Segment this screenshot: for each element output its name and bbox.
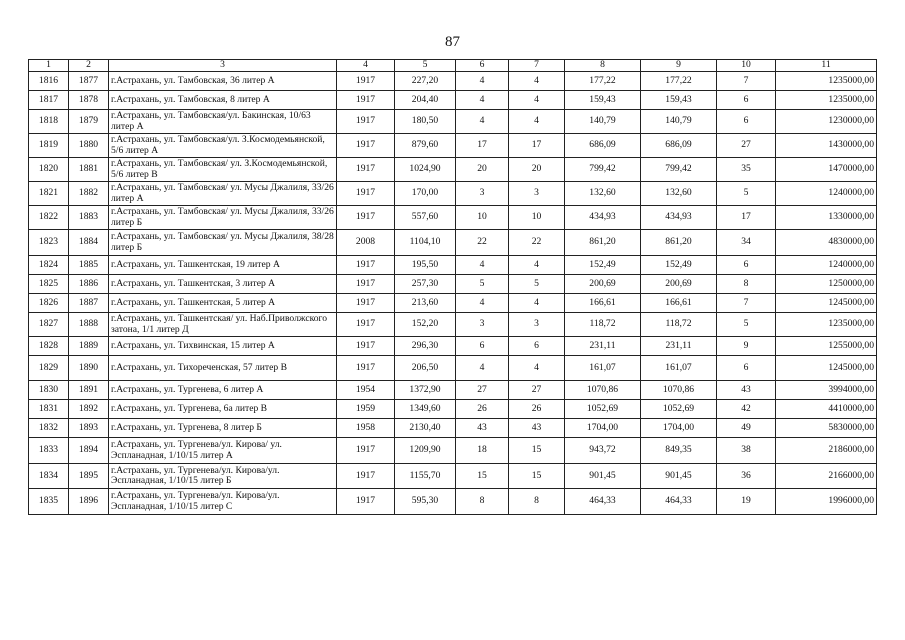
living-area-secondary-cell: 118,72 [641, 313, 717, 337]
register-number-cell: 1823 [29, 230, 69, 256]
column-header: 7 [509, 60, 565, 72]
object-number-cell: 1894 [69, 438, 109, 464]
register-number-cell: 1832 [29, 419, 69, 438]
living-area-secondary-cell: 177,22 [641, 72, 717, 91]
table-row [29, 91, 877, 110]
object-number-cell: 1886 [69, 275, 109, 294]
cost-cell: 1235000,00 [776, 313, 877, 337]
address-cell: г.Астрахань, ул. Тургенева/ул. Кирова/ул. Эспланадная, 1/10/15 литер С [109, 489, 337, 515]
year-built-cell: 1917 [337, 110, 395, 134]
total-area-cell: 180,50 [395, 110, 456, 134]
register-number-cell: 1831 [29, 400, 69, 419]
living-area-cell: 159,43 [565, 91, 641, 110]
apartments-privatized-cell: 20 [509, 158, 565, 182]
address-cell: г.Астрахань, ул. Ташкентская, 3 литер А [109, 275, 337, 294]
total-area-cell: 557,60 [395, 206, 456, 230]
living-area-cell: 464,33 [565, 489, 641, 515]
cost-cell: 1230000,00 [776, 110, 877, 134]
address-cell: г.Астрахань, ул. Тамбовская/ ул. Мусы Джалиля, 38/28 литер Б [109, 230, 337, 256]
living-area-secondary-cell: 901,45 [641, 464, 717, 489]
year-built-cell: 1917 [337, 182, 395, 206]
living-area-secondary-cell: 849,35 [641, 438, 717, 464]
register-number-cell: 1833 [29, 438, 69, 464]
year-built-cell: 1917 [337, 134, 395, 158]
living-area-cell: 166,61 [565, 294, 641, 313]
register-number-cell: 1830 [29, 381, 69, 400]
apartments-privatized-cell: 6 [509, 337, 565, 356]
column-header: 8 [565, 60, 641, 72]
column-header: 1 [29, 60, 69, 72]
table-row [29, 158, 877, 182]
year-built-cell: 1917 [337, 489, 395, 515]
address-cell: г.Астрахань, ул. Тамбовская/ ул. З.Космодемьянской, 5/6 литер В [109, 158, 337, 182]
living-area-cell: 161,07 [565, 356, 641, 381]
living-area-secondary-cell: 861,20 [641, 230, 717, 256]
apartments-privatized-cell: 15 [509, 464, 565, 489]
register-number-cell: 1824 [29, 256, 69, 275]
register-number-cell: 1819 [29, 134, 69, 158]
total-area-cell: 296,30 [395, 337, 456, 356]
address-cell: г.Астрахань, ул. Тургенева, 6а литер В [109, 400, 337, 419]
cost-cell: 1235000,00 [776, 91, 877, 110]
column-number-row [29, 60, 877, 72]
cost-cell: 1255000,00 [776, 337, 877, 356]
cost-cell: 1240000,00 [776, 182, 877, 206]
address-cell: г.Астрахань, ул. Тургенева, 8 литер Б [109, 419, 337, 438]
year-built-cell: 1917 [337, 158, 395, 182]
total-area-cell: 227,20 [395, 72, 456, 91]
total-area-cell: 1209,90 [395, 438, 456, 464]
table-row [29, 419, 877, 438]
register-number-cell: 1821 [29, 182, 69, 206]
total-area-cell: 213,60 [395, 294, 456, 313]
year-built-cell: 2008 [337, 230, 395, 256]
address-cell: г.Астрахань, ул. Тургенева/ул. Кирова/ул. Эспланадная, 1/10/15 литер Б [109, 464, 337, 489]
address-cell: г.Астрахань, ул. Тамбовская, 36 литер А [109, 72, 337, 91]
object-number-cell: 1885 [69, 256, 109, 275]
object-number-cell: 1879 [69, 110, 109, 134]
residents-count-cell: 5 [717, 313, 776, 337]
residents-count-cell: 19 [717, 489, 776, 515]
housing-register-table [28, 59, 877, 515]
total-area-cell: 206,50 [395, 356, 456, 381]
cost-cell: 1250000,00 [776, 275, 877, 294]
living-area-secondary-cell: 686,09 [641, 134, 717, 158]
object-number-cell: 1896 [69, 489, 109, 515]
total-area-cell: 1024,90 [395, 158, 456, 182]
table-row [29, 489, 877, 515]
register-number-cell: 1829 [29, 356, 69, 381]
year-built-cell: 1917 [337, 275, 395, 294]
year-built-cell: 1959 [337, 400, 395, 419]
apartments-count-cell: 27 [456, 381, 509, 400]
table-row [29, 256, 877, 275]
living-area-cell: 799,42 [565, 158, 641, 182]
object-number-cell: 1887 [69, 294, 109, 313]
apartments-privatized-cell: 43 [509, 419, 565, 438]
object-number-cell: 1890 [69, 356, 109, 381]
living-area-secondary-cell: 132,60 [641, 182, 717, 206]
living-area-secondary-cell: 434,93 [641, 206, 717, 230]
cost-cell: 1330000,00 [776, 206, 877, 230]
table-body [29, 72, 877, 515]
apartments-count-cell: 5 [456, 275, 509, 294]
total-area-cell: 1155,70 [395, 464, 456, 489]
year-built-cell: 1917 [337, 464, 395, 489]
total-area-cell: 879,60 [395, 134, 456, 158]
address-cell: г.Астрахань, ул. Ташкентская/ ул. Наб.Приволжского затона, 1/1 литер Д [109, 313, 337, 337]
residents-count-cell: 6 [717, 91, 776, 110]
apartments-count-cell: 6 [456, 337, 509, 356]
apartments-privatized-cell: 3 [509, 182, 565, 206]
apartments-privatized-cell: 10 [509, 206, 565, 230]
year-built-cell: 1917 [337, 313, 395, 337]
table-row [29, 400, 877, 419]
living-area-secondary-cell: 1052,69 [641, 400, 717, 419]
living-area-secondary-cell: 1070,86 [641, 381, 717, 400]
register-number-cell: 1835 [29, 489, 69, 515]
address-cell: г.Астрахань, ул. Тамбовская/ул. З.Космодемьянской, 5/6 литер А [109, 134, 337, 158]
living-area-secondary-cell: 1704,00 [641, 419, 717, 438]
table-row [29, 313, 877, 337]
apartments-count-cell: 4 [456, 256, 509, 275]
living-area-cell: 118,72 [565, 313, 641, 337]
apartments-privatized-cell: 4 [509, 110, 565, 134]
address-cell: г.Астрахань, ул. Тамбовская/ ул. Мусы Джалиля, 33/26 литер Б [109, 206, 337, 230]
page-number: 87 [445, 34, 460, 50]
living-area-secondary-cell: 464,33 [641, 489, 717, 515]
living-area-secondary-cell: 159,43 [641, 91, 717, 110]
residents-count-cell: 6 [717, 356, 776, 381]
living-area-cell: 1070,86 [565, 381, 641, 400]
living-area-cell: 943,72 [565, 438, 641, 464]
address-cell: г.Астрахань, ул. Ташкентская, 5 литер А [109, 294, 337, 313]
apartments-count-cell: 4 [456, 294, 509, 313]
living-area-secondary-cell: 152,49 [641, 256, 717, 275]
living-area-cell: 231,11 [565, 337, 641, 356]
living-area-secondary-cell: 200,69 [641, 275, 717, 294]
apartments-count-cell: 26 [456, 400, 509, 419]
register-number-cell: 1826 [29, 294, 69, 313]
apartments-count-cell: 3 [456, 313, 509, 337]
total-area-cell: 204,40 [395, 91, 456, 110]
residents-count-cell: 35 [717, 158, 776, 182]
apartments-privatized-cell: 4 [509, 72, 565, 91]
address-cell: г.Астрахань, ул. Ташкентская, 19 литер А [109, 256, 337, 275]
cost-cell: 1430000,00 [776, 134, 877, 158]
address-cell: г.Астрахань, ул. Тихвинская, 15 литер А [109, 337, 337, 356]
table-row [29, 464, 877, 489]
residents-count-cell: 43 [717, 381, 776, 400]
year-built-cell: 1917 [337, 206, 395, 230]
cost-cell: 1235000,00 [776, 72, 877, 91]
living-area-secondary-cell: 231,11 [641, 337, 717, 356]
object-number-cell: 1892 [69, 400, 109, 419]
cost-cell: 4410000,00 [776, 400, 877, 419]
living-area-cell: 200,69 [565, 275, 641, 294]
apartments-privatized-cell: 8 [509, 489, 565, 515]
year-built-cell: 1917 [337, 294, 395, 313]
table-row [29, 381, 877, 400]
address-cell: г.Астрахань, ул. Тургенева/ул. Кирова/ ул. Эспланадная, 1/10/15 литер А [109, 438, 337, 464]
year-built-cell: 1917 [337, 356, 395, 381]
living-area-secondary-cell: 799,42 [641, 158, 717, 182]
year-built-cell: 1917 [337, 337, 395, 356]
living-area-cell: 901,45 [565, 464, 641, 489]
residents-count-cell: 38 [717, 438, 776, 464]
living-area-cell: 434,93 [565, 206, 641, 230]
residents-count-cell: 6 [717, 110, 776, 134]
register-number-cell: 1828 [29, 337, 69, 356]
cost-cell: 1245000,00 [776, 356, 877, 381]
object-number-cell: 1895 [69, 464, 109, 489]
apartments-count-cell: 4 [456, 356, 509, 381]
column-header: 6 [456, 60, 509, 72]
address-cell: г.Астрахань, ул. Тамбовская, 8 литер А [109, 91, 337, 110]
living-area-cell: 1704,00 [565, 419, 641, 438]
apartments-privatized-cell: 4 [509, 256, 565, 275]
register-number-cell: 1820 [29, 158, 69, 182]
residents-count-cell: 6 [717, 256, 776, 275]
living-area-cell: 177,22 [565, 72, 641, 91]
residents-count-cell: 8 [717, 275, 776, 294]
column-header: 9 [641, 60, 717, 72]
object-number-cell: 1881 [69, 158, 109, 182]
address-cell: г.Астрахань, ул. Тихореченская, 57 литер В [109, 356, 337, 381]
living-area-cell: 1052,69 [565, 400, 641, 419]
table-row [29, 206, 877, 230]
living-area-secondary-cell: 140,79 [641, 110, 717, 134]
table-row [29, 356, 877, 381]
cost-cell: 2186000,00 [776, 438, 877, 464]
object-number-cell: 1882 [69, 182, 109, 206]
column-header: 2 [69, 60, 109, 72]
register-number-cell: 1817 [29, 91, 69, 110]
total-area-cell: 1372,90 [395, 381, 456, 400]
apartments-count-cell: 4 [456, 72, 509, 91]
table-row [29, 182, 877, 206]
total-area-cell: 170,00 [395, 182, 456, 206]
address-cell: г.Астрахань, ул. Тургенева, 6 литер А [109, 381, 337, 400]
object-number-cell: 1878 [69, 91, 109, 110]
residents-count-cell: 27 [717, 134, 776, 158]
cost-cell: 1996000,00 [776, 489, 877, 515]
residents-count-cell: 17 [717, 206, 776, 230]
living-area-cell: 861,20 [565, 230, 641, 256]
residents-count-cell: 5 [717, 182, 776, 206]
residents-count-cell: 49 [717, 419, 776, 438]
table-row [29, 230, 877, 256]
year-built-cell: 1958 [337, 419, 395, 438]
register-number-cell: 1825 [29, 275, 69, 294]
table-row [29, 294, 877, 313]
cost-cell: 2166000,00 [776, 464, 877, 489]
apartments-privatized-cell: 22 [509, 230, 565, 256]
apartments-count-cell: 17 [456, 134, 509, 158]
apartments-count-cell: 4 [456, 110, 509, 134]
apartments-privatized-cell: 4 [509, 91, 565, 110]
column-header: 4 [337, 60, 395, 72]
table-row [29, 72, 877, 91]
living-area-cell: 152,49 [565, 256, 641, 275]
year-built-cell: 1917 [337, 72, 395, 91]
register-number-cell: 1818 [29, 110, 69, 134]
column-header: 11 [776, 60, 877, 72]
apartments-privatized-cell: 15 [509, 438, 565, 464]
apartments-count-cell: 18 [456, 438, 509, 464]
total-area-cell: 595,30 [395, 489, 456, 515]
object-number-cell: 1893 [69, 419, 109, 438]
column-header: 3 [109, 60, 337, 72]
living-area-cell: 686,09 [565, 134, 641, 158]
cost-cell: 1245000,00 [776, 294, 877, 313]
object-number-cell: 1880 [69, 134, 109, 158]
object-number-cell: 1891 [69, 381, 109, 400]
column-header: 5 [395, 60, 456, 72]
living-area-cell: 132,60 [565, 182, 641, 206]
living-area-cell: 140,79 [565, 110, 641, 134]
object-number-cell: 1889 [69, 337, 109, 356]
address-cell: г.Астрахань, ул. Тамбовская/ул. Бакинская, 10/63 литер А [109, 110, 337, 134]
residents-count-cell: 34 [717, 230, 776, 256]
apartments-privatized-cell: 17 [509, 134, 565, 158]
apartments-privatized-cell: 4 [509, 356, 565, 381]
year-built-cell: 1917 [337, 91, 395, 110]
total-area-cell: 257,30 [395, 275, 456, 294]
total-area-cell: 1349,60 [395, 400, 456, 419]
cost-cell: 1240000,00 [776, 256, 877, 275]
residents-count-cell: 7 [717, 72, 776, 91]
apartments-count-cell: 4 [456, 91, 509, 110]
object-number-cell: 1888 [69, 313, 109, 337]
apartments-privatized-cell: 26 [509, 400, 565, 419]
apartments-count-cell: 8 [456, 489, 509, 515]
apartments-count-cell: 3 [456, 182, 509, 206]
register-number-cell: 1816 [29, 72, 69, 91]
register-number-cell: 1827 [29, 313, 69, 337]
object-number-cell: 1877 [69, 72, 109, 91]
residents-count-cell: 36 [717, 464, 776, 489]
address-cell: г.Астрахань, ул. Тамбовская/ ул. Мусы Джалиля, 33/26 литер А [109, 182, 337, 206]
apartments-privatized-cell: 5 [509, 275, 565, 294]
apartments-count-cell: 10 [456, 206, 509, 230]
apartments-privatized-cell: 3 [509, 313, 565, 337]
apartments-privatized-cell: 4 [509, 294, 565, 313]
table-row [29, 337, 877, 356]
object-number-cell: 1884 [69, 230, 109, 256]
year-built-cell: 1917 [337, 256, 395, 275]
register-number-cell: 1834 [29, 464, 69, 489]
table-row [29, 275, 877, 294]
cost-cell: 4830000,00 [776, 230, 877, 256]
cost-cell: 5830000,00 [776, 419, 877, 438]
object-number-cell: 1883 [69, 206, 109, 230]
year-built-cell: 1917 [337, 438, 395, 464]
table-row [29, 110, 877, 134]
living-area-secondary-cell: 161,07 [641, 356, 717, 381]
apartments-count-cell: 43 [456, 419, 509, 438]
register-number-cell: 1822 [29, 206, 69, 230]
total-area-cell: 2130,40 [395, 419, 456, 438]
cost-cell: 3994000,00 [776, 381, 877, 400]
living-area-secondary-cell: 166,61 [641, 294, 717, 313]
total-area-cell: 152,20 [395, 313, 456, 337]
table-row [29, 438, 877, 464]
apartments-count-cell: 22 [456, 230, 509, 256]
apartments-privatized-cell: 27 [509, 381, 565, 400]
cost-cell: 1470000,00 [776, 158, 877, 182]
apartments-count-cell: 15 [456, 464, 509, 489]
residents-count-cell: 7 [717, 294, 776, 313]
apartments-count-cell: 20 [456, 158, 509, 182]
column-header: 10 [717, 60, 776, 72]
residents-count-cell: 9 [717, 337, 776, 356]
total-area-cell: 1104,10 [395, 230, 456, 256]
year-built-cell: 1954 [337, 381, 395, 400]
residents-count-cell: 42 [717, 400, 776, 419]
table-row [29, 134, 877, 158]
total-area-cell: 195,50 [395, 256, 456, 275]
